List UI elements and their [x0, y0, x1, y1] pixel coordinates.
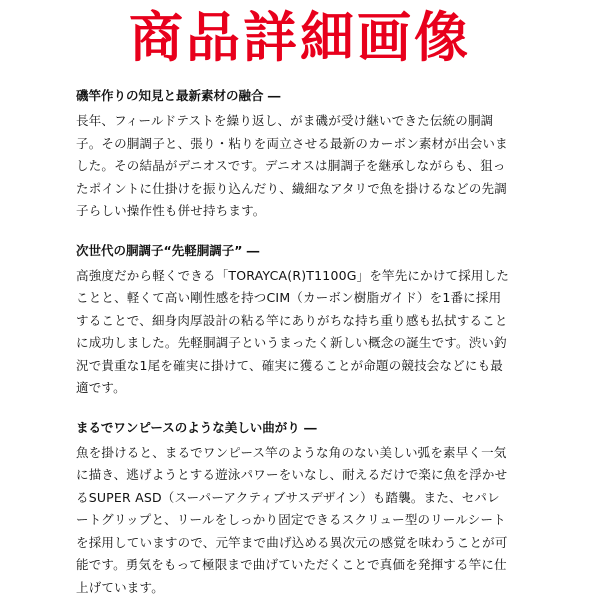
body-line: 子らしい操作性も併せ持ちます。 [76, 203, 266, 218]
body-line: 長年、フィールドテストを繰り返し、がま磯が受け継いできた伝統の胴調 [76, 113, 494, 128]
section-body [76, 110, 536, 223]
description-content [76, 88, 536, 599]
body-line: 上げています。 [76, 579, 164, 595]
body-line: 適です。 [76, 380, 126, 395]
page-title: 商品詳細画像 [129, 6, 471, 69]
body-line: ートグリップと、リールをしっかり固定できるスクリュー型のリールシート [76, 512, 506, 527]
body-line: 能です。勇気をもって極限まで曲げていただくことで真価を発揮する竿に仕 [76, 557, 507, 572]
body-line: 子。その胴調子と、張り・粘りを両立させる最新のカーボン素材が出会いま [76, 135, 508, 151]
section-beautiful-bend [76, 420, 536, 600]
body-line: に成功しました。先軽胴調子というまったく新しい概念の誕生です。渋い釣 [76, 335, 507, 350]
body-line: 高強度だから軽くできる「TORAYCA(R)T1100G」を竿先にかけて採用した [76, 267, 510, 283]
section-body [76, 442, 536, 600]
body-line: することで、細身肉厚設計の粘る竿にありがちな持ち重り感も払拭すること [76, 312, 508, 328]
section-body [76, 265, 536, 400]
section-next-gen-action [76, 243, 536, 400]
section-heading: 磯竿作りの知見と最新素材の融合 ― [76, 88, 281, 103]
body-line: るSUPER ASD（スーパーアクティブサスデザイン）も踏襲。また、セパレ [76, 489, 500, 505]
body-line: 況で貴重な1尾を確実に掛けて、確実に獲ることが命題の競技会などにも最 [76, 357, 504, 373]
body-line: 魚を掛けると、まるでワンピース竿のような角のない美しい弧を素早く一気 [76, 444, 507, 460]
body-line: を採用していますので、元竿まで曲げ込める異次元の感覚を味わうことが可 [76, 534, 508, 550]
section-heading: まるでワンピースのような美しい曲がり ― [76, 419, 317, 435]
section-material-fusion [76, 88, 536, 223]
body-line: した。その結晶がデニオスです。デニオスは胴調子を継承しながらも、狙っ [76, 158, 506, 173]
body-line: に描き、逃げようとする遊泳パワーをいなし、耐えるだけで楽に魚を浮かせ [76, 467, 508, 482]
body-line: ことと、軽くて高い剛性感を持つCIM（カーボン樹脂ガイド）を1番に採用 [76, 290, 502, 305]
body-line: たポイントに仕掛けを振り込んだり、繊細なアタリで魚を掛けるなどの先調 [76, 180, 507, 196]
section-heading: 次世代の胴調子“先軽胴調子” ― [76, 242, 260, 258]
